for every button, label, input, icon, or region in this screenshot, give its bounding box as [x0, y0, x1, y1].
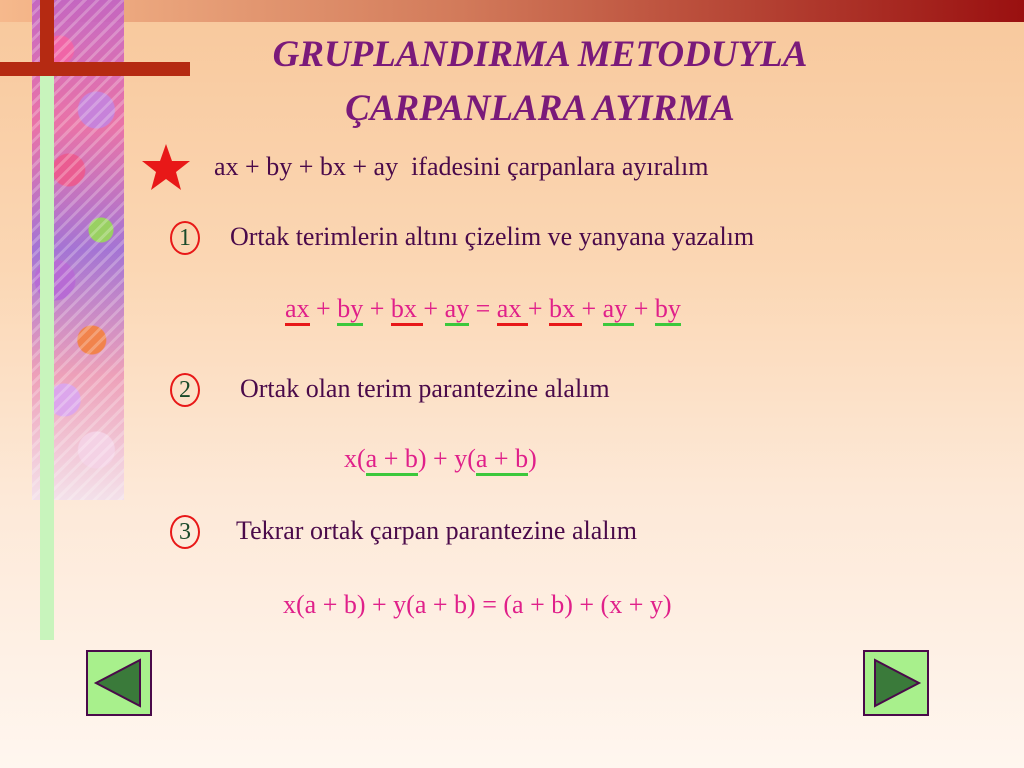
green-vertical-bar [40, 76, 54, 640]
intro-text: ax + by + bx + ay ifadesini çarpanlara ayıralım [214, 152, 709, 181]
step-2-text: Ortak olan terim parantezine alalım [240, 374, 610, 403]
step-1-badge: 1 [170, 221, 200, 255]
regroup-ax: ax [496, 294, 528, 323]
next-slide-button[interactable] [863, 650, 929, 716]
star-icon [140, 142, 192, 194]
group-a-plus-b-1: a + b [365, 444, 418, 473]
regroup-by: by [654, 294, 681, 323]
step-2-badge: 2 [170, 373, 200, 407]
equation-1: ax + by + bx + ay = ax + bx + ay + by [285, 294, 681, 323]
term-ay: ay [444, 294, 470, 323]
title-line-2: ÇARPANLARA AYIRMA [345, 88, 735, 129]
top-decorative-bar [0, 0, 1024, 22]
step-1-text: Ortak terimlerin altını çizelim ve yanyana yazalım [230, 222, 755, 251]
regroup-ay: ay [602, 294, 634, 323]
step-3-text: Tekrar ortak çarpan parantezine alalım [236, 516, 637, 545]
group-a-plus-b-2: a + b [475, 444, 529, 473]
page-title [160, 28, 920, 136]
equation-3: x(a + b) + y(a + b) = (a + b) + (x + y) [283, 590, 672, 619]
term-by: by [337, 294, 364, 323]
step-3-badge: 3 [170, 515, 200, 549]
previous-slide-button[interactable] [86, 650, 152, 716]
regroup-bx: bx [549, 294, 582, 323]
triangle-left-icon [88, 652, 150, 714]
title-line-1: GRUPLANDIRMA METODUYLA [272, 34, 808, 75]
term-bx: bx [390, 294, 424, 323]
triangle-right-icon [865, 652, 927, 714]
term-ax: ax [285, 294, 310, 323]
equation-2: x(a + b) + y(a + b) [344, 444, 537, 473]
